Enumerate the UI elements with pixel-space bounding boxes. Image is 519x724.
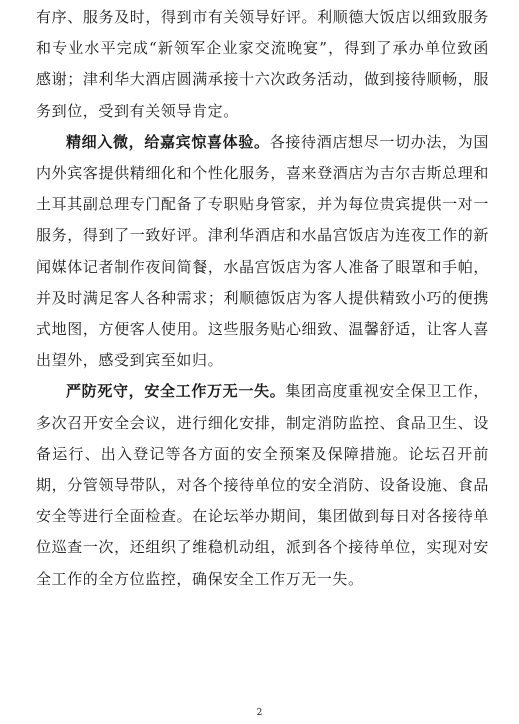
paragraph-heading: 严防死守，安全工作万无一失。 xyxy=(66,382,286,401)
document-body xyxy=(36,2,489,595)
paragraph-text: 各接待酒店想尽一切办法，为国内外宾客提供精细化和个性化服务，喜来登酒店为吉尔吉斯总理和土耳其副总理专门配备了专职贴身管家，并为每位贵宾提供一对一服务，得到了一致好评。津利华酒店和水晶宫饭店为连夜工作的新闻媒体记者制作夜间简餐，水晶宫饭店为客人准备了眼罩和手帕，并及时满足客人各种需求；利顺德饭店为客人提供精致小巧的便携式地图，方便客人使用。这些服务贴心细致、温馨舒适，让客人喜出望外，感受到宾至如归。 xyxy=(36,132,489,370)
paragraph-text: 有序、服务及时，得到市有关领导好评。利顺德大饭店以细致服务和专业水平完成“新领军企业家交流晚宴”，得到了承办单位致函感谢；津利华大酒店圆满承接十六次政务活动，做到接待顺畅，服务到位，受到有关领导肯定。 xyxy=(36,8,489,120)
paragraph-refined-service xyxy=(36,127,489,377)
page-number: 2 xyxy=(256,708,263,718)
paragraph-continuation xyxy=(36,2,489,127)
paragraph-heading: 精细入微，给嘉宾惊喜体验。 xyxy=(66,132,270,151)
paragraph-security xyxy=(36,376,489,594)
paragraph-text: 集团高度重视安全保卫工作，多次召开安全会议，进行细化安排，制定消防监控、食品卫生、设备运行、出入登记等各方面的安全预案及保障措施。论坛召开前期，分管领导带队，对各个接待单位的安全消防、设备设施、食品安全等进行全面检查。在论坛举办期间，集团做到每日对各接待单位巡查一次，还组织了维稳机动组，派到各个接待单位，实现对安全工作的全方位监控，确保安全工作万无一失。 xyxy=(36,382,489,588)
